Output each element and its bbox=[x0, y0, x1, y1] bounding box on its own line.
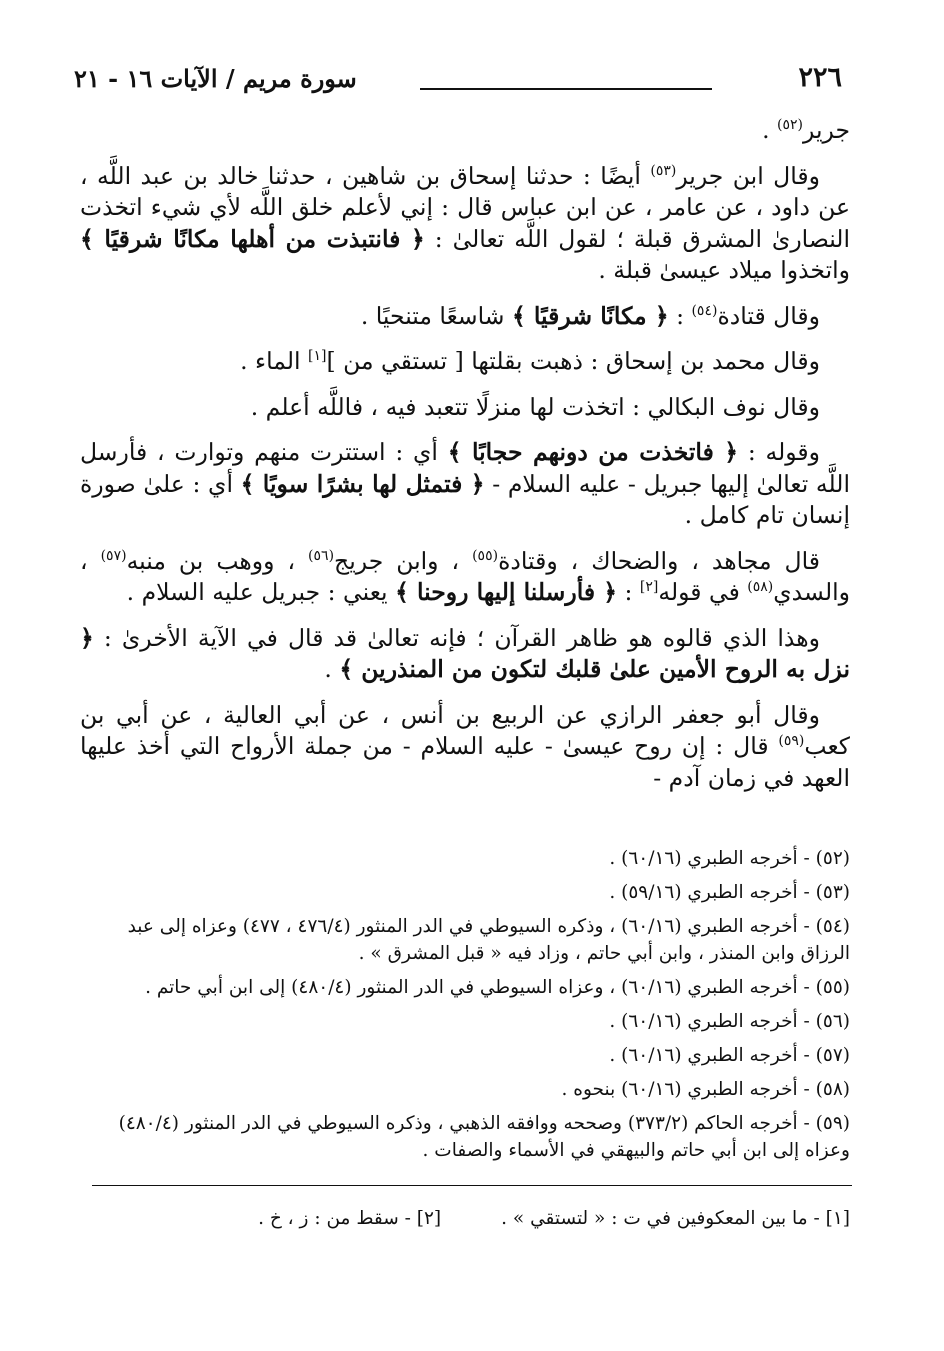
header-rule bbox=[420, 88, 712, 90]
footnote-ref: (٥٢) bbox=[777, 117, 803, 134]
paragraph-text: . bbox=[762, 116, 778, 144]
footnote-ref: (٥٥) bbox=[472, 547, 499, 564]
page-header bbox=[70, 60, 850, 104]
page-number: ٢٢٦ bbox=[798, 62, 842, 93]
footnote: (٥٤) - أخرجه الطبري (٦٠/١٦) ، وذكره السيوطي في الدر المنثور (٤٧٦/٤ ، ٤٧٧) وعزاه إلى عبد الرزاق وابن المنذر ، وابن أبي حاتم ، وزاد فيه « قبل المشرق » . bbox=[127, 916, 850, 964]
paragraph-text: وهذا الذي قالوه هو ظاهر القرآن ؛ فإنه تعالىٰ قد قال في الآية الأخرىٰ : bbox=[93, 623, 820, 652]
paragraph-text: جرير bbox=[803, 116, 850, 144]
paragraph-text: ، والسدي bbox=[80, 546, 850, 606]
paragraph-text: ، وابن جريج bbox=[334, 546, 473, 575]
paragraph-text: وقوله : bbox=[738, 438, 820, 466]
paragraph bbox=[80, 700, 850, 795]
editor-note: [٢] - سقط من : ز ، خ . bbox=[258, 1208, 442, 1229]
footnote-ref: (٥٣) bbox=[650, 162, 677, 179]
paragraph-text: قال : إن روح عيسىٰ - عليه السلام - من جملة الأرواح التي أخذ عليها العهد في زمان آدم - bbox=[80, 732, 850, 792]
paragraph bbox=[80, 301, 850, 333]
paragraph bbox=[80, 437, 850, 532]
footnotes bbox=[75, 845, 850, 1171]
paragraph-text: : bbox=[617, 578, 640, 606]
quran-verse: ﴿ نزل به الروح الأمين علىٰ قلبك لتكون من المنذرين ﴾ bbox=[80, 623, 850, 683]
paragraph-text: الماء . bbox=[240, 347, 308, 375]
paragraph-text: وقال محمد بن إسحاق : ذهبت بقلتها [ تستقي من ] bbox=[326, 347, 820, 375]
footnote: (٥٢) - أخرجه الطبري (٦٠/١٦) . bbox=[609, 848, 850, 869]
quran-verse: ﴿ فاتخذت من دونهم حجابًا ﴾ bbox=[447, 438, 739, 466]
main-text bbox=[80, 115, 850, 808]
footnote: (٥٨) - أخرجه الطبري (٦٠/١٦) بنحوه . bbox=[561, 1079, 850, 1100]
paragraph-text: واتخذوا ميلاد عيسىٰ قبلة . bbox=[598, 256, 850, 284]
footnote-ref: (٥٩) bbox=[778, 733, 805, 750]
quran-verse: ﴿ فانتبذت من أهلها مكانًا شرقيًا ﴾ bbox=[80, 224, 425, 253]
paragraph-text: يعني : جبريل عليه السلام . bbox=[126, 578, 396, 606]
paragraph-text: في قوله bbox=[658, 578, 748, 606]
paragraph bbox=[80, 392, 850, 424]
paragraph-text: . bbox=[324, 655, 340, 683]
paragraph-text: : bbox=[668, 301, 692, 330]
footnote: (٥٣) - أخرجه الطبري (٥٩/١٦) . bbox=[609, 882, 850, 903]
paragraph-text: وقال نوف البكالي : اتخذت لها منزلًا تتعبد فيه ، فاللَّه أعلم . bbox=[250, 392, 820, 421]
quran-verse: ﴿ فتمثل لها بشرًا سويًا ﴾ bbox=[240, 469, 485, 498]
editor-notes bbox=[75, 1205, 850, 1232]
footnote-ref: (٥٤) bbox=[691, 302, 718, 319]
paragraph bbox=[80, 346, 850, 378]
footnote-ref: (٥٦) bbox=[308, 547, 335, 564]
paragraph-text: وقال أبو جعفر الرازي عن الربيع بن أنس ، عن أبي العالية ، عن أبي بن كعب bbox=[80, 700, 850, 760]
paragraph-text: وقال ابن جرير bbox=[676, 161, 820, 190]
quran-verse: ﴿ فأرسلنا إليها روحنا ﴾ bbox=[395, 578, 618, 606]
editor-note: [١] - ما بين المعكوفين في ت : « لتستقي » . bbox=[501, 1208, 850, 1229]
paragraph-text: أي : علىٰ صورة إنسان تام كامل . bbox=[80, 469, 850, 529]
paragraph-text: شاسعًا متنحيًا . bbox=[360, 301, 512, 330]
footnote: (٥٥) - أخرجه الطبري (٦٠/١٦) ، وعزاه السيوطي في الدر المنثور (٤٨٠/٤) إلى ابن أبي حاتم . bbox=[145, 977, 850, 998]
paragraph-text: قال مجاهد ، والضحاك ، وقتادة bbox=[498, 546, 820, 575]
footnote-ref: [٢] bbox=[639, 579, 659, 596]
paragraph-text: ، ووهب بن منبه bbox=[126, 546, 309, 575]
paragraph-text: أي : استترت منهم وتوارت ، فأرسل اللَّه تعالىٰ إليها جبريل - عليه السلام - bbox=[80, 438, 850, 498]
quran-verse: ﴿ مكانًا شرقيًا ﴾ bbox=[511, 301, 669, 330]
footnote: (٥٦) - أخرجه الطبري (٦٠/١٦) . bbox=[609, 1011, 850, 1032]
running-title: سورة مريم / الآيات ١٦ - ٢١ bbox=[74, 64, 357, 93]
footnote: (٥٩) - أخرجه الحاكم (٣٧٣/٢) وصححه ووافقه الذهبي ، وذكره السيوطي في الدر المنثور (٤٨٠/٤) وعزاه إلى ابن أبي حاتم والبيهقي في الأسماء والصفات . bbox=[118, 1113, 850, 1161]
paragraph bbox=[80, 546, 850, 609]
paragraph bbox=[80, 161, 850, 287]
paragraph bbox=[80, 115, 850, 147]
paragraph-text: أيضًا : حدثنا إسحاق بن شاهين ، حدثنا خالد بن عبد اللَّه ، عن داود ، عن عامر ، عن ابن عباس قال : إني لأعلم خلق اللَّه لأي شيء اتخذت النصارىٰ المشرق قبلة ؛ لقول اللَّه تعالىٰ : bbox=[80, 161, 850, 253]
paragraph bbox=[80, 623, 850, 686]
paragraph-text: وقال قتادة bbox=[717, 301, 820, 330]
footnote-rule bbox=[92, 1185, 852, 1186]
footnote-ref: (٥٧) bbox=[100, 547, 127, 564]
footnote-ref: [١] bbox=[308, 348, 327, 365]
footnote: (٥٧) - أخرجه الطبري (٦٠/١٦) . bbox=[609, 1045, 850, 1066]
footnote-ref: (٥٨) bbox=[747, 579, 774, 596]
